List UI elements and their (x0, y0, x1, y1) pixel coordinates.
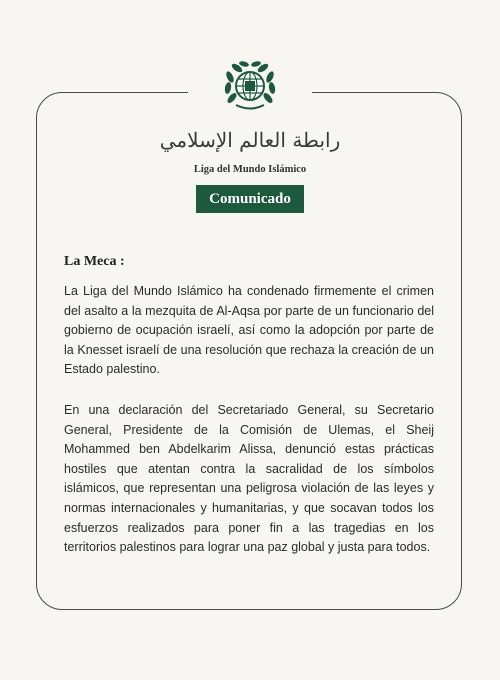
paragraph-2: En una declaración del Secretariado General, su Secretario General, Presidente de la Comisión de Ulemas, el Sheij Mohammed ben Abdelkarim Alissa, denunció estas prácticas hostiles que atentan contra la sacralidad de los símbolos islámicos, que representan una peligrosa violación de las leyes y normas internacionales y humanitarias, y que socavan todos los esfuerzos realizados para poner fin a las tragedias en los territorios palestinos para lograr una paz global y justa para todos. (64, 403, 434, 555)
location-heading: La Meca : (64, 254, 125, 269)
communique-badge: Comunicado (196, 185, 304, 213)
org-name: Liga del Mundo Islámico (193, 164, 307, 175)
paragraph-1: La Liga del Mundo Islámico ha condenado firmemente el crimen del asalto a la mezquita de Al-Aqsa por parte de un funcionario del gobierno de ocupación israelí, así como la adopción por parte de la Knesset israelí de una resolución que rechaza la creación de un Estado palestino. (64, 284, 434, 377)
globe-laurel-emblem-icon (222, 58, 278, 114)
org-arabic-name: رابطة العالم الإسلامي (159, 128, 341, 152)
